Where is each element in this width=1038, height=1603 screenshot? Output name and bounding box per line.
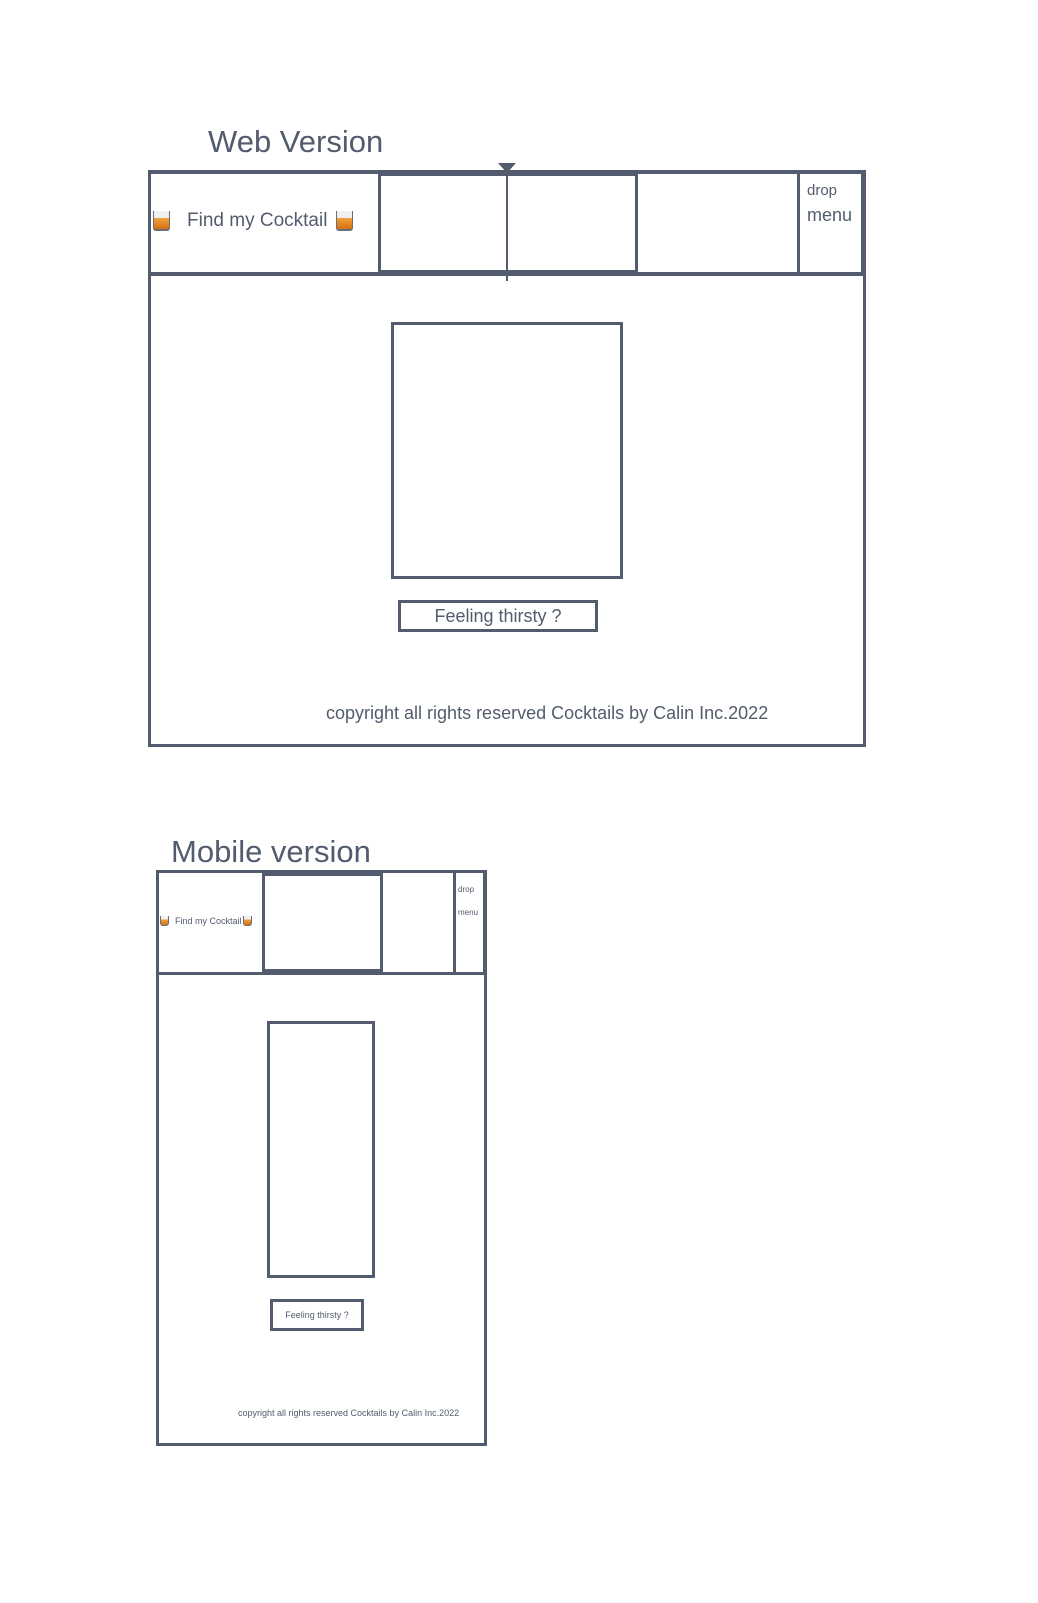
mobile-image-placeholder bbox=[267, 1021, 375, 1278]
whisky-glass-icon bbox=[336, 211, 353, 231]
mobile-feeling-thirsty-button[interactable] bbox=[270, 1299, 364, 1331]
whisky-glass-icon bbox=[243, 916, 252, 926]
whisky-glass-icon bbox=[153, 211, 170, 231]
whisky-glass-icon bbox=[160, 916, 169, 926]
web-feeling-thirsty-label: Feeling thirsty ? bbox=[434, 606, 562, 626]
web-copyright: copyright all rights reserved Cocktails by Calin Inc.2022 bbox=[326, 703, 769, 723]
mobile-copyright: copyright all rights reserved Cocktails by Calin Inc.2022 bbox=[238, 1408, 460, 1418]
text-cursor-line bbox=[506, 170, 508, 281]
web-menu-label: menu bbox=[807, 205, 853, 225]
web-feeling-thirsty-button[interactable] bbox=[398, 600, 598, 632]
mobile-version-heading: Mobile version bbox=[171, 834, 371, 869]
mobile-brand-title[interactable]: Find my Cocktail bbox=[175, 916, 242, 926]
mobile-search-box[interactable] bbox=[262, 873, 383, 972]
mobile-feeling-thirsty-label: Feeling thirsty ? bbox=[285, 1310, 349, 1320]
mobile-menu-label: menu bbox=[458, 908, 479, 917]
web-search-box[interactable] bbox=[378, 173, 638, 273]
web-brand-title[interactable]: Find my Cocktail bbox=[187, 210, 328, 231]
web-drop-label: drop bbox=[807, 182, 838, 199]
mobile-drop-label: drop bbox=[458, 885, 475, 894]
web-version-heading: Web Version bbox=[208, 124, 384, 159]
web-image-placeholder bbox=[391, 322, 623, 579]
